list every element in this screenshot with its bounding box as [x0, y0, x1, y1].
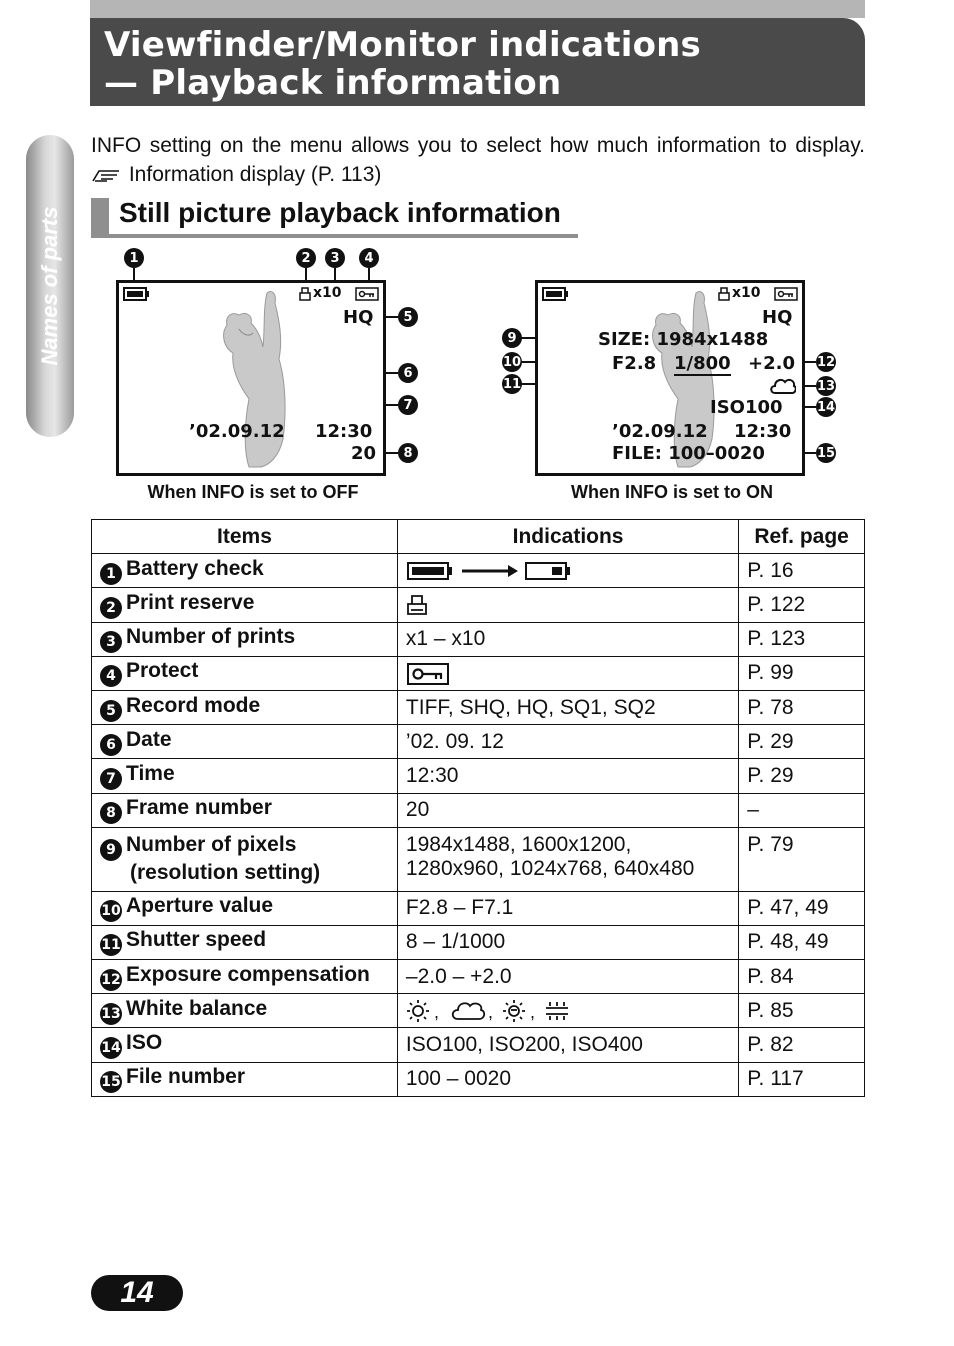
lcd-prints: x10: [313, 285, 342, 301]
row-item-line2: (resolution setting): [130, 860, 321, 884]
row-ref: P. 48, 49: [739, 925, 865, 959]
row-indication: F2.8 – F7.1: [397, 891, 738, 925]
protect-icon: [355, 287, 379, 301]
table-row: [92, 554, 865, 588]
row-item: Shutter speed: [126, 928, 267, 952]
svg-text:,: ,: [487, 1002, 493, 1023]
row-number: 1: [100, 563, 122, 585]
row-ref: P. 84: [739, 960, 865, 994]
row-item: Frame number: [126, 796, 272, 820]
lcd-prints: x10: [732, 285, 761, 301]
white-balance-icons: [406, 999, 576, 1023]
lcd-date: ’02.09.12: [612, 421, 708, 442]
diagram-info-off: [100, 246, 430, 508]
caption-info-off: When INFO is set to OFF: [147, 482, 359, 502]
header-items: Items: [92, 520, 398, 554]
marker-1: 1: [124, 248, 144, 268]
row-number: 10: [100, 900, 122, 922]
row-ref: P. 85: [739, 994, 865, 1028]
row-item: Print reserve: [126, 590, 255, 614]
marker-12: 12: [816, 352, 836, 372]
intro-paragraph: [91, 131, 865, 189]
row-indication: ’02. 09. 12: [397, 725, 738, 759]
table-row: [92, 891, 865, 925]
fluorescent-icon: [546, 1002, 568, 1020]
indications-table: [91, 519, 865, 1097]
print-reserve-icon: [299, 287, 311, 301]
battery-full-to-low-icon: [406, 560, 574, 582]
row-number: 3: [100, 631, 122, 653]
lcd-time: 12:30: [315, 421, 373, 442]
row-indication: 20: [397, 793, 738, 827]
row-number: 12: [100, 969, 122, 991]
side-tab-label: Names of parts: [37, 206, 62, 366]
lcd-mode: HQ: [343, 307, 374, 328]
table-row: [92, 1028, 865, 1062]
cloudy-icon: [453, 1003, 484, 1019]
svg-text:,: ,: [433, 1002, 439, 1023]
section-heading-underline: [91, 234, 578, 238]
row-ref: P. 29: [739, 725, 865, 759]
pointing-hand-icon: [91, 167, 123, 183]
row-number: 5: [100, 700, 122, 722]
marker-3: 3: [325, 248, 345, 268]
row-number: 9: [100, 839, 122, 861]
marker-4: 4: [359, 248, 379, 268]
row-item: Protect: [126, 659, 199, 683]
row-item: White balance: [126, 996, 268, 1020]
marker-13: 13: [816, 376, 836, 396]
row-item: ISO: [126, 1031, 163, 1055]
row-ref: –: [739, 793, 865, 827]
section-heading-bar: [91, 198, 109, 236]
lcd-iso: ISO100: [710, 397, 783, 418]
lcd-aperture: F2.8: [612, 353, 657, 374]
protect-icon: [774, 287, 798, 301]
marker-10: 10: [502, 352, 522, 372]
lcd-exposure: +2.0: [748, 353, 795, 374]
print-reserve-icon: [718, 287, 730, 301]
marker-5: 5: [398, 307, 418, 327]
row-number: 11: [100, 934, 122, 956]
table-row: [92, 622, 865, 656]
row-item: Aperture value: [126, 894, 274, 918]
section-heading: [91, 196, 578, 238]
row-item: Exposure compensation: [126, 962, 370, 986]
header-ref-page: Ref. page: [739, 520, 865, 554]
lcd-time: 12:30: [734, 421, 792, 442]
row-item: Time: [126, 761, 175, 785]
row-ref: P. 123: [739, 622, 865, 656]
sunny-icon: [407, 1000, 429, 1022]
cat-photo: [209, 289, 299, 469]
lcd-shutter: 1/800: [674, 353, 731, 374]
row-ref: P. 99: [739, 656, 865, 690]
lcd-size: SIZE: 1984x1488: [598, 329, 769, 350]
page-title: [104, 26, 701, 102]
row-indication-line2: 1280x960, 1024x768, 640x480: [405, 856, 695, 880]
row-ref: P. 78: [739, 690, 865, 724]
row-ref: P. 29: [739, 759, 865, 793]
table-row: [92, 1062, 865, 1096]
marker-7: 7: [398, 395, 418, 415]
row-item: Record mode: [126, 693, 261, 717]
row-indication: 12:30: [397, 759, 738, 793]
tungsten-icon: [503, 1000, 525, 1022]
row-item: Number of pixels: [126, 832, 297, 856]
svg-text:,: ,: [529, 1002, 535, 1023]
table-row: [92, 759, 865, 793]
row-item: Date: [126, 727, 172, 751]
row-number: 14: [100, 1037, 122, 1059]
row-ref: P. 16: [739, 554, 865, 588]
table-row: [92, 656, 865, 690]
marker-2: 2: [296, 248, 316, 268]
table-row: [92, 725, 865, 759]
row-number: 8: [100, 802, 122, 824]
protect-key-icon: [406, 662, 450, 686]
row-item: File number: [126, 1065, 246, 1089]
print-reserve-icon: [406, 594, 428, 616]
battery-icon: [542, 287, 568, 301]
table-row: [92, 960, 865, 994]
table-row: [92, 925, 865, 959]
table-row: [92, 793, 865, 827]
table-row: [92, 690, 865, 724]
lcd-frame: 20: [351, 443, 377, 464]
row-number: 4: [100, 665, 122, 687]
row-ref: P. 47, 49: [739, 891, 865, 925]
header-indications: Indications: [397, 520, 738, 554]
marker-6: 6: [398, 363, 418, 383]
page-title-line2: — Playback information: [104, 63, 562, 103]
row-indication: 100 – 0020: [397, 1062, 738, 1096]
row-indication: ISO100, ISO200, ISO400: [397, 1028, 738, 1062]
row-number: 15: [100, 1071, 122, 1093]
lcd-mode: HQ: [762, 307, 793, 328]
battery-icon: [123, 287, 149, 301]
row-indication: x1 – x10: [397, 622, 738, 656]
intro-reference: Information display (P. 113): [128, 163, 382, 186]
row-item: Number of prints: [126, 625, 296, 649]
marker-9: 9: [502, 328, 522, 348]
marker-14: 14: [816, 397, 836, 417]
table-row: [92, 827, 865, 891]
row-indication: 8 – 1/1000: [397, 925, 738, 959]
lcd-date: ’02.09.12: [189, 421, 285, 442]
lcd-file: FILE: 100–0020: [612, 443, 765, 464]
marker-11: 11: [502, 374, 522, 394]
marker-15: 15: [816, 443, 836, 463]
row-number: 6: [100, 734, 122, 756]
table-row: [92, 994, 865, 1028]
header-top-band: [90, 0, 865, 18]
caption-info-on: When INFO is set to ON: [570, 482, 773, 502]
row-number: 7: [100, 768, 122, 790]
cloudy-icon: [770, 377, 796, 395]
intro-text: INFO setting on the menu allows you to select how much information to display.: [91, 134, 865, 157]
row-number: 13: [100, 1003, 122, 1025]
table-row: [92, 588, 865, 622]
lcd-screen-on: [535, 280, 805, 476]
row-ref: P. 79: [739, 827, 865, 891]
row-ref: P. 117: [739, 1062, 865, 1096]
section-heading-text: Still picture playback information: [119, 197, 561, 228]
row-number: 2: [100, 597, 122, 619]
title-banner: [90, 18, 865, 106]
row-indication: –2.0 – +2.0: [397, 960, 738, 994]
diagram-info-on: [498, 246, 848, 508]
table-header-row: [92, 520, 865, 554]
page-number: 14: [91, 1275, 183, 1311]
row-ref: P. 82: [739, 1028, 865, 1062]
row-ref: P. 122: [739, 588, 865, 622]
row-item: Battery check: [126, 556, 264, 580]
cat-photo-on: [638, 289, 728, 469]
row-indication: TIFF, SHQ, HQ, SQ1, SQ2: [397, 690, 738, 724]
page-title-line1: Viewfinder/Monitor indications: [104, 25, 701, 65]
row-indication: 1984x1488, 1600x1200,: [405, 832, 632, 856]
marker-8: 8: [398, 443, 418, 463]
lcd-screen-off: [116, 280, 386, 476]
